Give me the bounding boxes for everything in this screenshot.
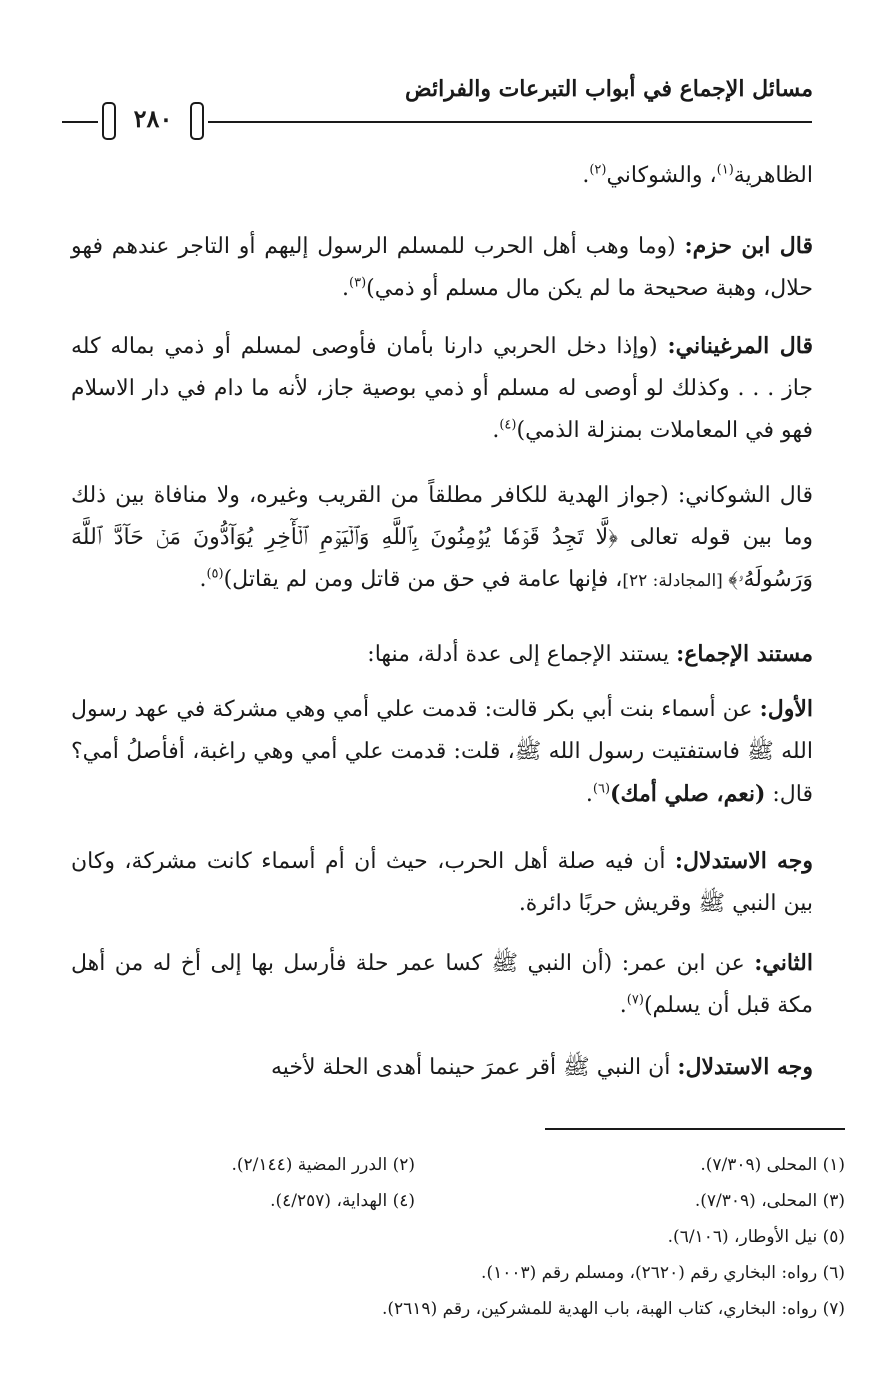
- footnote-ref-2[interactable]: (٢): [589, 162, 607, 178]
- paragraph-3: [71, 325, 813, 452]
- footnote-ref-4[interactable]: (٤): [499, 417, 517, 433]
- footnote-6: (٦) رواه: البخاري رقم (٢٦٢٠)، ومسلم رقم (١٠٠٣).: [481, 1263, 845, 1283]
- footnote-2: (٢) الدرر المضية (٢/١٤٤).: [231, 1155, 415, 1175]
- running-title: مسائل الإجماع في أبواب التبرعات والفرائض: [405, 76, 813, 102]
- bracket-ornament-right-icon: [190, 102, 204, 140]
- p6-lead: الأول:: [759, 696, 813, 722]
- p9-lead: وجه الاستدلال:: [677, 1054, 813, 1080]
- p4-end: .: [199, 567, 207, 592]
- p1-text-c: .: [582, 163, 590, 188]
- footnote-separator: [545, 1128, 845, 1130]
- p7-lead: وجه الاستدلال:: [674, 848, 814, 874]
- footnote-5: (٥) نيل الأوطار، (٦/١٠٦).: [667, 1227, 845, 1247]
- page-number: ٢٨٠: [98, 92, 208, 146]
- paragraph-7: [71, 840, 813, 925]
- p2-text: (وما وهب أهل الحرب للمسلم الرسول إليهم أو التاجر عندهم فهو حلال، وهبة صحيحة ما لم يكن مال مسلم أو ذمي): [71, 234, 813, 301]
- p8-end: .: [619, 993, 627, 1018]
- p9-text: أن النبي ﷺ أقر عمرَ حينما أهدى الحلة لأخيه: [270, 1055, 678, 1080]
- p2-end: .: [342, 276, 350, 301]
- footnote-7: (٧) رواه: البخاري، كتاب الهبة، باب الهدية للمشركين، رقم (٢٦١٩).: [381, 1299, 845, 1319]
- p7-text: أن فيه صلة أهل الحرب، حيث أن أم أسماء كانت مشركة، وكان بين النبي ﷺ وقريش حربًا دائرة.: [71, 849, 813, 916]
- p5-lead: مستند الإجماع:: [676, 641, 813, 667]
- p6-text: عن أسماء بنت أبي بكر قالت: قدمت علي أمي وهي مشركة في عهد رسول الله ﷺ فاستفتيت رسول الله ﷺ، قلت: قدمت علي أمي وهي راغبة، أفأصلُ أمي؟ قال:: [71, 697, 813, 807]
- p3-text: (وإذا دخل الحربي دارنا بأمان فأوصى لمسلم أو ذمي بماله كله جاز . . . وكذلك لو أوصى له مسلم أو ذمي بوصية جاز، لأنه ما دام في دار الاسلام فهو في المعاملات بمنزلة الذمي): [71, 334, 813, 443]
- p3-end: .: [492, 418, 500, 443]
- p5-text: يستند الإجماع إلى عدة أدلة، منها:: [367, 642, 677, 667]
- paragraph-4: [71, 475, 813, 602]
- paragraph-6: [71, 688, 813, 816]
- paragraph-2: [71, 225, 813, 310]
- p1-text-a: الظاهرية: [733, 163, 813, 188]
- p6-end: .: [585, 782, 593, 807]
- footnote-ref-7[interactable]: (٧): [626, 992, 644, 1008]
- p4-text-b: ، فإنها عامة في حق من قاتل ومن لم يقاتل): [223, 567, 623, 592]
- p4-text-a: قال الشوكاني: (جواز الهدية للكافر مطلقاً من القريب وغيره، ولا منافاة بين ذلك وما بين قوله تعالى: [71, 483, 813, 550]
- footnote-ref-3[interactable]: (٣): [349, 275, 367, 291]
- footnote-ref-1[interactable]: (١): [716, 162, 734, 178]
- paragraph-1: [71, 155, 813, 197]
- footnote-ref-6[interactable]: (٦): [592, 781, 611, 797]
- page-number-frame: [98, 92, 208, 146]
- bracket-ornament-left-icon: [102, 102, 116, 140]
- quran-reference: [المجادلة: ٢٢]: [622, 571, 729, 591]
- footnote-3: (٣) المحلى، (٧/٣٠٩).: [694, 1191, 845, 1211]
- p8-lead: الثاني:: [754, 950, 813, 976]
- footnote-1: (١) المحلى (٧/٣٠٩).: [700, 1155, 845, 1175]
- p3-lead: قال المرغيناني:: [667, 333, 813, 359]
- p6-hadith-answer: (نعم، صلي أمك): [610, 781, 766, 807]
- p1-text-b: ، والشوكاني: [606, 163, 717, 188]
- footnote-4: (٤) الهداية، (٤/٢٥٧).: [270, 1191, 415, 1211]
- paragraph-5: [71, 633, 813, 676]
- quran-verse: ﴿لَّا تَجِدُ قَوۡمٗا يُؤۡمِنُونَ بِٱللَّهِ وَٱلۡيَوۡمِ ٱلۡأٓخِرِ يُوَآدُّونَ مَنۡ حَآدَّ ٱللَّهَ وَرَسُولَهُۥ﴾: [71, 525, 813, 592]
- footnote-ref-5[interactable]: (٥): [206, 566, 224, 582]
- p8-text: عن ابن عمر: (أن النبي ﷺ كسا عمر حلة فأرسل بها إلى أخ له من أهل مكة قبل أن يسلم): [71, 951, 813, 1018]
- p2-lead: قال ابن حزم:: [684, 233, 813, 259]
- paragraph-9: [71, 1046, 813, 1089]
- paragraph-8: [71, 942, 813, 1027]
